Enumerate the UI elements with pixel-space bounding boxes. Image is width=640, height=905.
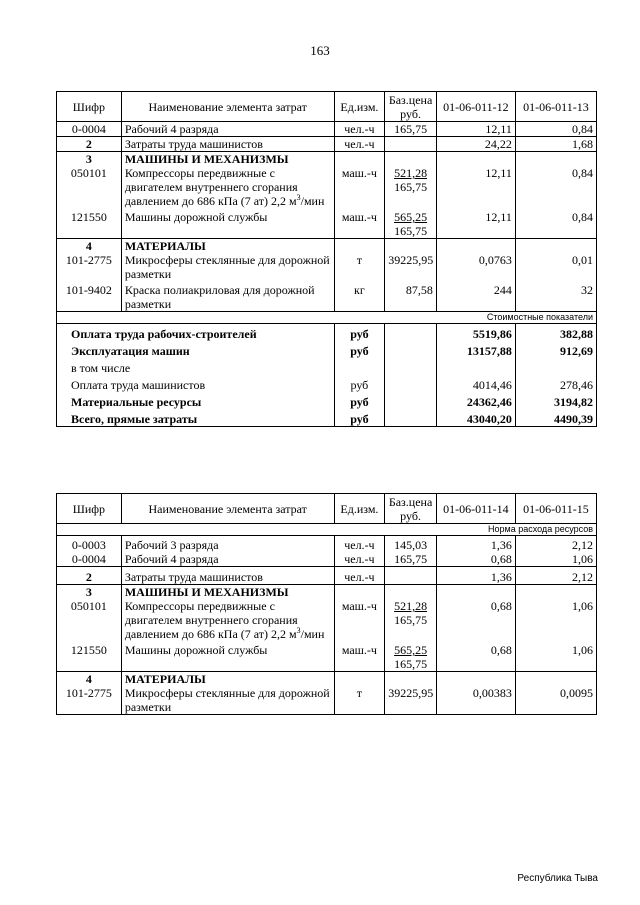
section-title: МАШИНЫ И МЕХАНИЗМЫ: [121, 585, 334, 600]
summary-label: в том числе: [57, 358, 335, 375]
subheader-row: [57, 312, 597, 324]
table-row: [57, 253, 597, 281]
table-row: [57, 536, 597, 553]
summary-value-1: 24362,46: [436, 392, 515, 409]
summary-value-1: 13157,88: [436, 341, 515, 358]
cell-value-1: 244: [436, 281, 515, 312]
cell-code: 101-9402: [57, 281, 122, 312]
table-header-row: [57, 494, 597, 524]
cell-value-1: 1,36: [436, 567, 515, 585]
cell-price: 521,28 165,75: [385, 599, 437, 641]
summary-label: Материальные ресурсы: [57, 392, 335, 409]
cell-price: 87,58: [385, 281, 437, 312]
header-col-2: 01-06-011-13: [515, 92, 596, 122]
cell-value-1: 0,68: [436, 552, 515, 567]
cell-value-1: 0,00383: [436, 686, 515, 715]
cell-unit: чел.-ч: [334, 552, 385, 567]
cell-unit: чел.-ч: [334, 536, 385, 553]
cell-code: 101-2775: [57, 253, 122, 281]
cell-code: 121550: [57, 641, 122, 672]
summary-row: [57, 341, 597, 358]
table-row: [57, 686, 597, 715]
section-title: МАТЕРИАЛЫ: [121, 239, 334, 254]
summary-label: Оплата труда рабочих-строителей: [57, 324, 335, 342]
cell-value-1: 24,22: [436, 137, 515, 152]
cell-price: 165,75: [385, 552, 437, 567]
cell-price: 565,25 165,75: [385, 208, 437, 239]
cell-price: 39225,95: [385, 253, 437, 281]
summary-value-1: 4014,46: [436, 375, 515, 392]
cell-price: 521,28 165,75: [385, 166, 437, 208]
header-code: Шифр: [57, 92, 122, 122]
cell-value-2: 1,06: [515, 599, 596, 641]
cell-name: Компрессоры передвижные с двигателем внутреннего сгорания давлением до 686 кПа (7 ат) 2,2 $м^3$/мин: [121, 166, 334, 208]
cell-code: 0-0003: [57, 536, 122, 553]
cell-unit: чел.-ч: [334, 567, 385, 585]
subheader-label: Стоимостные показатели: [57, 312, 597, 324]
summary-row: [57, 409, 597, 427]
cell-value-1: 12,11: [436, 122, 515, 137]
cell-price: 39225,95: [385, 686, 437, 715]
summary-unit: руб: [334, 409, 385, 427]
summary-row: [57, 392, 597, 409]
cell-unit: маш.-ч: [334, 641, 385, 672]
table-header-row: [57, 92, 597, 122]
summary-row: [57, 358, 597, 375]
cell-value-1: 0,68: [436, 641, 515, 672]
summary-value-2: 912,69: [515, 341, 596, 358]
cell-price: 565,25 165,75: [385, 641, 437, 672]
summary-value-1: [436, 358, 515, 375]
cell-unit: чел.-ч: [334, 122, 385, 137]
table-row: [57, 552, 597, 567]
summary-value-2: 4490,39: [515, 409, 596, 427]
cell-name: Микросферы стеклянные для дорожной разметки: [121, 253, 334, 281]
cell-value-2: 2,12: [515, 567, 596, 585]
cell-name: Рабочий 3 разряда: [121, 536, 334, 553]
summary-label: Всего, прямые затраты: [57, 409, 335, 427]
section-row: [57, 672, 597, 687]
header-code: Шифр: [57, 494, 122, 524]
table-row: [57, 137, 597, 152]
cell-name: Микросферы стеклянные для дорожной разметки: [121, 686, 334, 715]
cell-code: 0-0004: [57, 552, 122, 567]
summary-unit: руб: [334, 375, 385, 392]
cell-value-2: 1,06: [515, 552, 596, 567]
table-row: [57, 166, 597, 208]
cell-price: 165,75: [385, 122, 437, 137]
cell-unit: маш.-ч: [334, 166, 385, 208]
cell-name: Затраты труда машинистов: [121, 567, 334, 585]
header-price: Баз.цена руб.: [385, 92, 437, 122]
header-name: Наименование элемента затрат: [121, 92, 334, 122]
table-row: [57, 599, 597, 641]
summary-unit: руб: [334, 324, 385, 342]
table-row: [57, 122, 597, 137]
cell-code: 050101: [57, 599, 122, 641]
table-row: [57, 208, 597, 239]
cell-code: 2: [57, 567, 122, 585]
summary-value-2: 3194,82: [515, 392, 596, 409]
section-title: МАТЕРИАЛЫ: [121, 672, 334, 687]
cell-value-1: 1,36: [436, 536, 515, 553]
summary-value-2: [515, 358, 596, 375]
summary-row: [57, 375, 597, 392]
cell-value-2: 0,01: [515, 253, 596, 281]
section-row: [57, 239, 597, 254]
header-name: Наименование элемента затрат: [121, 494, 334, 524]
summary-label: Эксплуатация машин: [57, 341, 335, 358]
cell-name: Рабочий 4 разряда: [121, 552, 334, 567]
cell-value-2: 1,68: [515, 137, 596, 152]
summary-value-2: 382,88: [515, 324, 596, 342]
header-col-1: 01-06-011-12: [436, 92, 515, 122]
cell-code: 4: [57, 239, 122, 254]
table-row: [57, 567, 597, 585]
summary-unit: руб: [334, 392, 385, 409]
header-price: Баз.цена руб.: [385, 494, 437, 524]
footer-region: Республика Тыва: [517, 873, 598, 884]
page-number: 163: [310, 43, 330, 58]
cell-value-1: 12,11: [436, 166, 515, 208]
summary-value-1: 5519,86: [436, 324, 515, 342]
section-row: [57, 585, 597, 600]
subheader-row: [57, 524, 597, 536]
cell-name: Рабочий 4 разряда: [121, 122, 334, 137]
cell-value-2: 1,06: [515, 641, 596, 672]
subheader-label: Норма расхода ресурсов: [57, 524, 597, 536]
summary-value-1: 43040,20: [436, 409, 515, 427]
cell-unit: кг: [334, 281, 385, 312]
header-col-1: 01-06-011-14: [436, 494, 515, 524]
resource-table-1: [56, 91, 597, 427]
resource-table-2: [56, 493, 597, 715]
summary-unit: [334, 358, 385, 375]
summary-row: [57, 324, 597, 342]
cell-name: Машины дорожной службы: [121, 641, 334, 672]
header-unit: Ед.изм.: [334, 494, 385, 524]
cell-code: 0-0004: [57, 122, 122, 137]
cell-price: 145,03: [385, 536, 437, 553]
table-row: [57, 641, 597, 672]
cell-code: 050101: [57, 166, 122, 208]
cell-unit: маш.-ч: [334, 599, 385, 641]
table-row: [57, 281, 597, 312]
cell-value-2: 0,84: [515, 208, 596, 239]
cell-value-2: 32: [515, 281, 596, 312]
cell-code: 3: [57, 585, 122, 600]
cell-unit: т: [334, 686, 385, 715]
cell-name: Машины дорожной службы: [121, 208, 334, 239]
cell-value-2: 0,84: [515, 166, 596, 208]
cell-value-2: 0,84: [515, 122, 596, 137]
section-row: [57, 152, 597, 167]
cell-code: 3: [57, 152, 122, 167]
cell-name: Затраты труда машинистов: [121, 137, 334, 152]
cell-value-2: 2,12: [515, 536, 596, 553]
header-col-2: 01-06-011-15: [515, 494, 596, 524]
cell-price: [385, 137, 437, 152]
cell-unit: чел.-ч: [334, 137, 385, 152]
summary-value-2: 278,46: [515, 375, 596, 392]
cell-value-1: 12,11: [436, 208, 515, 239]
cell-code: 2: [57, 137, 122, 152]
cell-value-2: 0,0095: [515, 686, 596, 715]
summary-label: Оплата труда машинистов: [57, 375, 335, 392]
cell-name: Компрессоры передвижные с двигателем внутреннего сгорания давлением до 686 кПа (7 ат) 2,2 $м^3$/мин: [121, 599, 334, 641]
cell-code: 101-2775: [57, 686, 122, 715]
cell-unit: т: [334, 253, 385, 281]
cell-unit: маш.-ч: [334, 208, 385, 239]
summary-unit: руб: [334, 341, 385, 358]
cell-price: [385, 567, 437, 585]
cell-value-1: 0,0763: [436, 253, 515, 281]
cell-code: 121550: [57, 208, 122, 239]
header-unit: Ед.изм.: [334, 92, 385, 122]
section-title: МАШИНЫ И МЕХАНИЗМЫ: [121, 152, 334, 167]
cell-name: Краска полиакриловая для дорожной разметки: [121, 281, 334, 312]
cell-value-1: 0,68: [436, 599, 515, 641]
cell-code: 4: [57, 672, 122, 687]
